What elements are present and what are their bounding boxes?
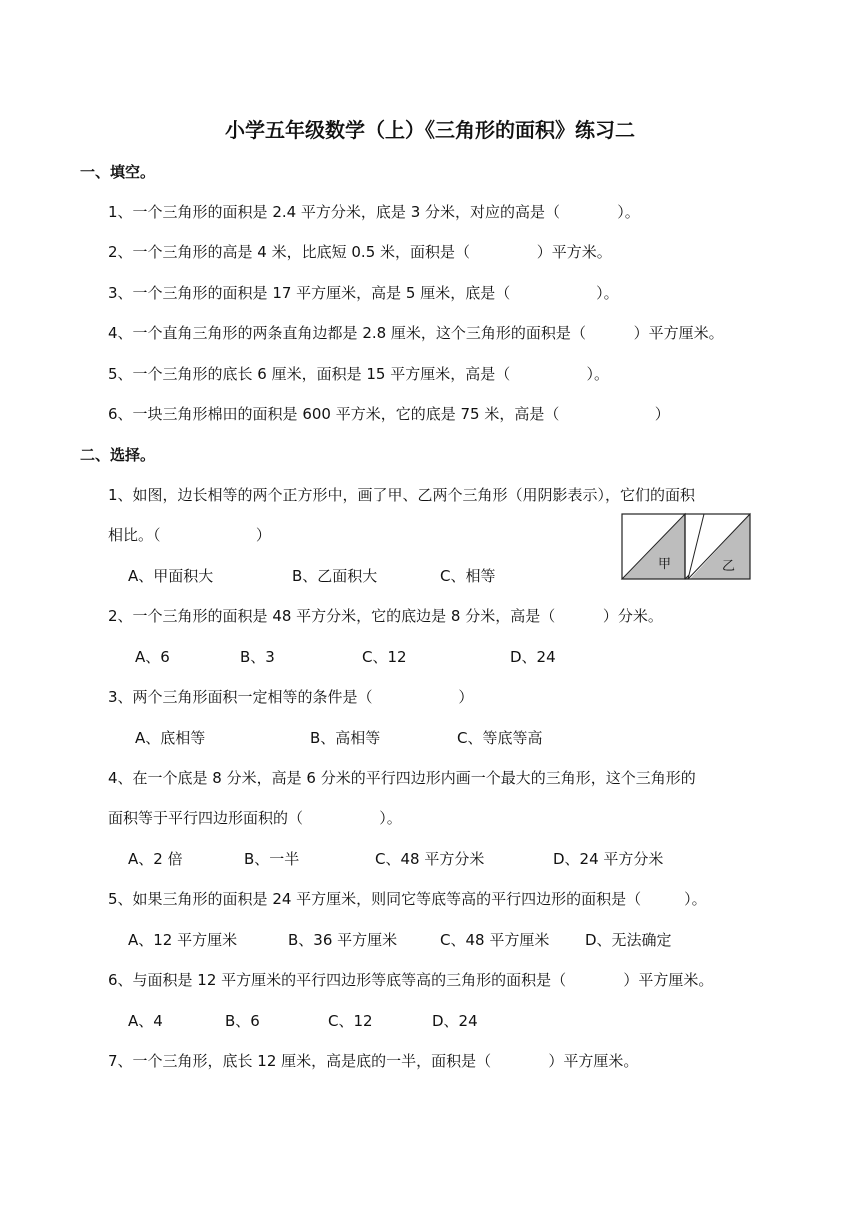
q5-option-a: A、12 平方厘米 — [128, 931, 238, 949]
section-heading-choice: 二、选择。 — [80, 446, 156, 464]
fill-question-6: 6、一块三角形棉田的面积是 600 平方米，它的底是 75 米，高是（ ） — [108, 405, 670, 423]
fill-question-4: 4、一个直角三角形的两条直角边都是 2.8 厘米，这个三角形的面积是（ ）平方厘米。 — [108, 324, 724, 342]
choice-question-1-line2: 相比。（ ） — [108, 526, 271, 544]
choice-question-6: 6、与面积是 12 平方厘米的平行四边形等底等高的三角形的面积是（ ）平方厘米。 — [108, 971, 714, 989]
q2-option-d: D、24 — [510, 648, 556, 666]
choice-question-7: 7、一个三角形，底长 12 厘米，高是底的一半，面积是（ ）平方厘米。 — [108, 1052, 639, 1070]
choice-question-4-line1: 4、在一个底是 8 分米，高是 6 分米的平行四边形内画一个最大的三角形，这个三角形的 — [108, 769, 696, 787]
q3-option-a: A、底相等 — [135, 729, 206, 747]
q6-option-a: A、4 — [128, 1012, 163, 1030]
fill-question-1: 1、一个三角形的面积是 2.4 平方分米，底是 3 分米，对应的高是（ ）。 — [108, 203, 640, 221]
q4-option-b: B、一半 — [244, 850, 300, 868]
fill-question-3: 3、一个三角形的面积是 17 平方厘米，高是 5 厘米，底是（ ）。 — [108, 284, 619, 302]
q5-option-d: D、无法确定 — [585, 931, 672, 949]
q4-option-d: D、24 平方分米 — [553, 850, 664, 868]
q2-option-a: A、6 — [135, 648, 170, 666]
q6-option-c: C、12 — [328, 1012, 373, 1030]
q3-option-b: B、高相等 — [310, 729, 381, 747]
figure-label-yi: 乙 — [722, 559, 736, 574]
q4-option-c: C、48 平方分米 — [375, 850, 485, 868]
choice-question-2: 2、一个三角形的面积是 48 平方分米，它的底边是 8 分米，高是（ ）分米。 — [108, 607, 663, 625]
page-title: 小学五年级数学（上）《三角形的面积》练习二 — [225, 118, 635, 142]
section-heading-fill-blank: 一、填空。 — [80, 163, 156, 181]
q6-option-b: B、6 — [225, 1012, 260, 1030]
q2-option-b: B、3 — [240, 648, 275, 666]
q5-option-b: B、36 平方厘米 — [288, 931, 398, 949]
q1-option-b: B、乙面积大 — [292, 567, 378, 585]
fill-question-2: 2、一个三角形的高是 4 米，比底短 0.5 米，面积是（ ）平方米。 — [108, 243, 612, 261]
choice-question-4-line2: 面积等于平行四边形面积的（ ）。 — [108, 809, 402, 827]
choice-question-1-line1: 1、如图，边长相等的两个正方形中，画了甲、乙两个三角形（用阴影表示），它们的面积 — [108, 486, 696, 504]
q4-option-a: A、2 倍 — [128, 850, 183, 868]
q1-option-a: A、甲面积大 — [128, 567, 214, 585]
fill-question-5: 5、一个三角形的底长 6 厘米，面积是 15 平方厘米，高是（ ）。 — [108, 365, 610, 383]
q2-option-c: C、12 — [362, 648, 407, 666]
choice-question-5: 5、如果三角形的面积是 24 平方厘米，则同它等底等高的平行四边形的面积是（ ）。 — [108, 890, 707, 908]
figure-label-jia: 甲 — [658, 557, 672, 572]
q1-option-c: C、相等 — [440, 567, 496, 585]
q3-option-c: C、等底等高 — [457, 729, 543, 747]
two-squares-triangles-figure — [620, 512, 752, 582]
choice-question-3: 3、两个三角形面积一定相等的条件是（ ） — [108, 688, 474, 706]
q5-option-c: C、48 平方厘米 — [440, 931, 550, 949]
q6-option-d: D、24 — [432, 1012, 478, 1030]
